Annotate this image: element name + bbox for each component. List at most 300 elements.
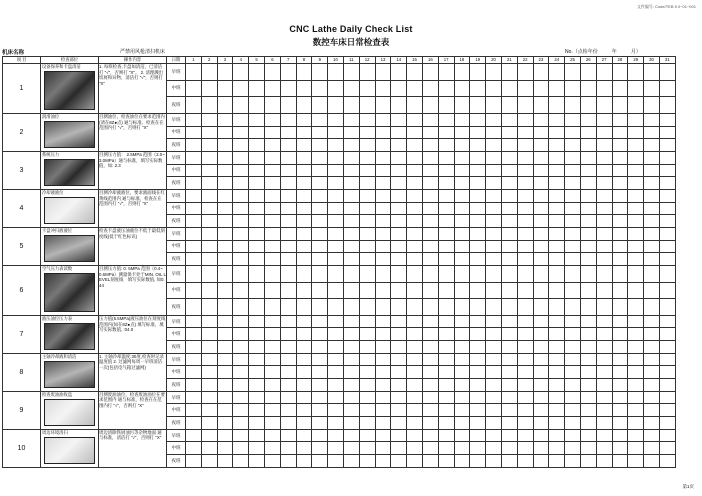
check-cell[interactable]	[296, 164, 312, 177]
check-cell[interactable]	[628, 379, 644, 392]
check-cell[interactable]	[501, 215, 517, 228]
check-cell[interactable]	[422, 379, 438, 392]
check-cell[interactable]	[454, 164, 470, 177]
check-cell[interactable]	[438, 177, 454, 190]
check-cell[interactable]	[312, 265, 328, 282]
check-cell[interactable]	[470, 177, 486, 190]
check-cell[interactable]	[343, 215, 359, 228]
check-cell[interactable]	[217, 97, 233, 114]
check-cell[interactable]	[628, 315, 644, 328]
check-cell[interactable]	[438, 151, 454, 164]
check-cell[interactable]	[549, 151, 565, 164]
check-cell[interactable]	[596, 265, 612, 282]
check-cell[interactable]	[517, 379, 533, 392]
check-cell[interactable]	[249, 227, 265, 240]
check-cell[interactable]	[343, 404, 359, 417]
check-cell[interactable]	[375, 189, 391, 202]
check-cell[interactable]	[644, 113, 660, 126]
check-cell[interactable]	[612, 189, 628, 202]
check-cell[interactable]	[233, 126, 249, 139]
check-cell[interactable]	[470, 80, 486, 97]
check-cell[interactable]	[264, 417, 280, 430]
check-cell[interactable]	[343, 429, 359, 442]
check-cell[interactable]	[296, 341, 312, 354]
check-cell[interactable]	[280, 240, 296, 253]
check-cell[interactable]	[501, 455, 517, 468]
check-cell[interactable]	[312, 113, 328, 126]
check-cell[interactable]	[233, 404, 249, 417]
check-cell[interactable]	[201, 429, 217, 442]
check-cell[interactable]	[501, 189, 517, 202]
check-cell[interactable]	[328, 164, 344, 177]
check-cell[interactable]	[454, 240, 470, 253]
check-cell[interactable]	[296, 64, 312, 81]
check-cell[interactable]	[249, 113, 265, 126]
check-cell[interactable]	[565, 97, 581, 114]
check-cell[interactable]	[296, 151, 312, 164]
check-cell[interactable]	[312, 328, 328, 341]
check-cell[interactable]	[533, 282, 549, 299]
check-cell[interactable]	[407, 80, 423, 97]
check-cell[interactable]	[580, 253, 596, 266]
check-cell[interactable]	[186, 177, 202, 190]
check-cell[interactable]	[312, 97, 328, 114]
check-cell[interactable]	[501, 151, 517, 164]
check-cell[interactable]	[186, 282, 202, 299]
check-cell[interactable]	[375, 240, 391, 253]
check-cell[interactable]	[501, 299, 517, 316]
check-cell[interactable]	[517, 253, 533, 266]
check-cell[interactable]	[249, 328, 265, 341]
check-cell[interactable]	[612, 126, 628, 139]
check-cell[interactable]	[328, 189, 344, 202]
check-cell[interactable]	[644, 240, 660, 253]
check-cell[interactable]	[596, 64, 612, 81]
check-cell[interactable]	[628, 164, 644, 177]
check-cell[interactable]	[454, 429, 470, 442]
check-cell[interactable]	[517, 299, 533, 316]
check-cell[interactable]	[280, 202, 296, 215]
check-cell[interactable]	[312, 253, 328, 266]
check-cell[interactable]	[533, 353, 549, 366]
check-cell[interactable]	[201, 126, 217, 139]
check-cell[interactable]	[644, 139, 660, 152]
check-cell[interactable]	[233, 164, 249, 177]
check-cell[interactable]	[596, 299, 612, 316]
check-cell[interactable]	[486, 353, 502, 366]
check-cell[interactable]	[533, 442, 549, 455]
check-cell[interactable]	[312, 240, 328, 253]
check-cell[interactable]	[280, 366, 296, 379]
check-cell[interactable]	[470, 341, 486, 354]
check-cell[interactable]	[438, 139, 454, 152]
check-cell[interactable]	[470, 315, 486, 328]
check-cell[interactable]	[280, 189, 296, 202]
check-cell[interactable]	[517, 442, 533, 455]
check-cell[interactable]	[517, 417, 533, 430]
check-cell[interactable]	[580, 80, 596, 97]
check-cell[interactable]	[565, 455, 581, 468]
check-cell[interactable]	[486, 64, 502, 81]
check-cell[interactable]	[186, 417, 202, 430]
check-cell[interactable]	[375, 366, 391, 379]
check-cell[interactable]	[422, 177, 438, 190]
check-cell[interactable]	[454, 265, 470, 282]
check-cell[interactable]	[217, 315, 233, 328]
check-cell[interactable]	[596, 126, 612, 139]
check-cell[interactable]	[596, 189, 612, 202]
check-cell[interactable]	[628, 391, 644, 404]
check-cell[interactable]	[612, 391, 628, 404]
check-cell[interactable]	[580, 227, 596, 240]
check-cell[interactable]	[596, 164, 612, 177]
check-cell[interactable]	[280, 391, 296, 404]
check-cell[interactable]	[296, 139, 312, 152]
check-cell[interactable]	[533, 366, 549, 379]
check-cell[interactable]	[628, 282, 644, 299]
check-cell[interactable]	[407, 177, 423, 190]
check-cell[interactable]	[501, 265, 517, 282]
check-cell[interactable]	[328, 215, 344, 228]
check-cell[interactable]	[249, 391, 265, 404]
check-cell[interactable]	[186, 164, 202, 177]
check-cell[interactable]	[470, 202, 486, 215]
check-cell[interactable]	[549, 417, 565, 430]
check-cell[interactable]	[628, 227, 644, 240]
check-cell[interactable]	[517, 97, 533, 114]
check-cell[interactable]	[201, 253, 217, 266]
check-cell[interactable]	[249, 64, 265, 81]
check-cell[interactable]	[249, 429, 265, 442]
check-cell[interactable]	[422, 366, 438, 379]
check-cell[interactable]	[343, 240, 359, 253]
check-cell[interactable]	[486, 151, 502, 164]
check-cell[interactable]	[264, 240, 280, 253]
check-cell[interactable]	[328, 97, 344, 114]
check-cell[interactable]	[343, 315, 359, 328]
check-cell[interactable]	[628, 265, 644, 282]
check-cell[interactable]	[501, 404, 517, 417]
check-cell[interactable]	[391, 429, 407, 442]
check-cell[interactable]	[533, 164, 549, 177]
check-cell[interactable]	[438, 442, 454, 455]
check-cell[interactable]	[549, 177, 565, 190]
check-cell[interactable]	[217, 227, 233, 240]
check-cell[interactable]	[296, 282, 312, 299]
check-cell[interactable]	[249, 202, 265, 215]
check-cell[interactable]	[328, 80, 344, 97]
check-cell[interactable]	[644, 417, 660, 430]
check-cell[interactable]	[249, 315, 265, 328]
check-cell[interactable]	[580, 299, 596, 316]
check-cell[interactable]	[612, 455, 628, 468]
check-cell[interactable]	[612, 164, 628, 177]
check-cell[interactable]	[391, 282, 407, 299]
check-cell[interactable]	[549, 282, 565, 299]
check-cell[interactable]	[407, 151, 423, 164]
check-cell[interactable]	[580, 177, 596, 190]
check-cell[interactable]	[201, 379, 217, 392]
check-cell[interactable]	[264, 215, 280, 228]
check-cell[interactable]	[312, 151, 328, 164]
check-cell[interactable]	[612, 353, 628, 366]
check-cell[interactable]	[533, 315, 549, 328]
check-cell[interactable]	[422, 64, 438, 81]
check-cell[interactable]	[264, 282, 280, 299]
check-cell[interactable]	[644, 97, 660, 114]
check-cell[interactable]	[359, 126, 375, 139]
check-cell[interactable]	[549, 442, 565, 455]
check-cell[interactable]	[470, 379, 486, 392]
check-cell[interactable]	[501, 64, 517, 81]
check-cell[interactable]	[296, 253, 312, 266]
check-cell[interactable]	[280, 429, 296, 442]
check-cell[interactable]	[264, 202, 280, 215]
check-cell[interactable]	[533, 139, 549, 152]
check-cell[interactable]	[612, 429, 628, 442]
check-cell[interactable]	[612, 240, 628, 253]
check-cell[interactable]	[659, 328, 675, 341]
check-cell[interactable]	[565, 315, 581, 328]
check-cell[interactable]	[612, 151, 628, 164]
check-cell[interactable]	[612, 299, 628, 316]
check-cell[interactable]	[454, 404, 470, 417]
check-cell[interactable]	[549, 429, 565, 442]
check-cell[interactable]	[186, 429, 202, 442]
check-cell[interactable]	[517, 189, 533, 202]
check-cell[interactable]	[186, 341, 202, 354]
check-cell[interactable]	[186, 113, 202, 126]
check-cell[interactable]	[486, 202, 502, 215]
check-cell[interactable]	[264, 80, 280, 97]
check-cell[interactable]	[565, 113, 581, 126]
check-cell[interactable]	[580, 215, 596, 228]
check-cell[interactable]	[343, 189, 359, 202]
check-cell[interactable]	[422, 126, 438, 139]
check-cell[interactable]	[470, 404, 486, 417]
check-cell[interactable]	[375, 404, 391, 417]
check-cell[interactable]	[186, 379, 202, 392]
check-cell[interactable]	[296, 189, 312, 202]
check-cell[interactable]	[470, 139, 486, 152]
check-cell[interactable]	[596, 177, 612, 190]
check-cell[interactable]	[375, 417, 391, 430]
check-cell[interactable]	[533, 151, 549, 164]
check-cell[interactable]	[217, 151, 233, 164]
check-cell[interactable]	[249, 299, 265, 316]
check-cell[interactable]	[533, 455, 549, 468]
check-cell[interactable]	[217, 240, 233, 253]
check-cell[interactable]	[264, 429, 280, 442]
check-cell[interactable]	[438, 80, 454, 97]
check-cell[interactable]	[644, 202, 660, 215]
check-cell[interactable]	[343, 455, 359, 468]
check-cell[interactable]	[438, 417, 454, 430]
check-cell[interactable]	[280, 265, 296, 282]
check-cell[interactable]	[186, 227, 202, 240]
check-cell[interactable]	[233, 215, 249, 228]
check-cell[interactable]	[186, 126, 202, 139]
check-cell[interactable]	[359, 328, 375, 341]
check-cell[interactable]	[201, 202, 217, 215]
check-cell[interactable]	[580, 240, 596, 253]
check-cell[interactable]	[470, 151, 486, 164]
check-cell[interactable]	[580, 455, 596, 468]
check-cell[interactable]	[343, 379, 359, 392]
check-cell[interactable]	[628, 113, 644, 126]
check-cell[interactable]	[186, 265, 202, 282]
check-cell[interactable]	[454, 391, 470, 404]
check-cell[interactable]	[438, 113, 454, 126]
check-cell[interactable]	[359, 177, 375, 190]
check-cell[interactable]	[186, 328, 202, 341]
check-cell[interactable]	[628, 126, 644, 139]
check-cell[interactable]	[549, 97, 565, 114]
check-cell[interactable]	[549, 240, 565, 253]
check-cell[interactable]	[201, 215, 217, 228]
check-cell[interactable]	[580, 64, 596, 81]
check-cell[interactable]	[328, 353, 344, 366]
check-cell[interactable]	[249, 379, 265, 392]
check-cell[interactable]	[580, 417, 596, 430]
check-cell[interactable]	[549, 404, 565, 417]
check-cell[interactable]	[454, 113, 470, 126]
check-cell[interactable]	[565, 189, 581, 202]
check-cell[interactable]	[659, 417, 675, 430]
check-cell[interactable]	[501, 366, 517, 379]
check-cell[interactable]	[249, 341, 265, 354]
check-cell[interactable]	[186, 455, 202, 468]
check-cell[interactable]	[359, 353, 375, 366]
check-cell[interactable]	[328, 139, 344, 152]
check-cell[interactable]	[659, 80, 675, 97]
check-cell[interactable]	[233, 442, 249, 455]
check-cell[interactable]	[422, 80, 438, 97]
check-cell[interactable]	[217, 80, 233, 97]
check-cell[interactable]	[501, 429, 517, 442]
check-cell[interactable]	[438, 455, 454, 468]
check-cell[interactable]	[343, 253, 359, 266]
check-cell[interactable]	[280, 164, 296, 177]
check-cell[interactable]	[391, 253, 407, 266]
check-cell[interactable]	[375, 177, 391, 190]
check-cell[interactable]	[517, 240, 533, 253]
check-cell[interactable]	[312, 177, 328, 190]
check-cell[interactable]	[217, 164, 233, 177]
check-cell[interactable]	[517, 126, 533, 139]
check-cell[interactable]	[628, 202, 644, 215]
check-cell[interactable]	[233, 151, 249, 164]
check-cell[interactable]	[280, 282, 296, 299]
check-cell[interactable]	[407, 328, 423, 341]
check-cell[interactable]	[422, 215, 438, 228]
check-cell[interactable]	[280, 442, 296, 455]
check-cell[interactable]	[186, 64, 202, 81]
check-cell[interactable]	[186, 299, 202, 316]
check-cell[interactable]	[596, 353, 612, 366]
check-cell[interactable]	[517, 177, 533, 190]
check-cell[interactable]	[201, 80, 217, 97]
check-cell[interactable]	[375, 64, 391, 81]
check-cell[interactable]	[280, 455, 296, 468]
check-cell[interactable]	[644, 299, 660, 316]
check-cell[interactable]	[280, 299, 296, 316]
check-cell[interactable]	[233, 379, 249, 392]
check-cell[interactable]	[580, 315, 596, 328]
check-cell[interactable]	[233, 189, 249, 202]
check-cell[interactable]	[549, 80, 565, 97]
check-cell[interactable]	[186, 151, 202, 164]
check-cell[interactable]	[628, 240, 644, 253]
check-cell[interactable]	[470, 442, 486, 455]
check-cell[interactable]	[659, 189, 675, 202]
check-cell[interactable]	[612, 417, 628, 430]
check-cell[interactable]	[328, 341, 344, 354]
check-cell[interactable]	[454, 417, 470, 430]
check-cell[interactable]	[501, 80, 517, 97]
check-cell[interactable]	[343, 366, 359, 379]
check-cell[interactable]	[280, 253, 296, 266]
check-cell[interactable]	[549, 64, 565, 81]
check-cell[interactable]	[501, 442, 517, 455]
check-cell[interactable]	[233, 315, 249, 328]
check-cell[interactable]	[533, 328, 549, 341]
check-cell[interactable]	[596, 379, 612, 392]
check-cell[interactable]	[565, 417, 581, 430]
check-cell[interactable]	[644, 366, 660, 379]
check-cell[interactable]	[375, 315, 391, 328]
check-cell[interactable]	[217, 189, 233, 202]
check-cell[interactable]	[596, 227, 612, 240]
check-cell[interactable]	[312, 64, 328, 81]
check-cell[interactable]	[407, 404, 423, 417]
check-cell[interactable]	[343, 164, 359, 177]
check-cell[interactable]	[359, 189, 375, 202]
check-cell[interactable]	[375, 265, 391, 282]
check-cell[interactable]	[328, 126, 344, 139]
check-cell[interactable]	[454, 253, 470, 266]
check-cell[interactable]	[375, 282, 391, 299]
check-cell[interactable]	[217, 379, 233, 392]
check-cell[interactable]	[375, 455, 391, 468]
check-cell[interactable]	[454, 126, 470, 139]
check-cell[interactable]	[659, 177, 675, 190]
check-cell[interactable]	[486, 442, 502, 455]
check-cell[interactable]	[612, 282, 628, 299]
check-cell[interactable]	[249, 282, 265, 299]
check-cell[interactable]	[486, 177, 502, 190]
check-cell[interactable]	[486, 379, 502, 392]
check-cell[interactable]	[328, 240, 344, 253]
check-cell[interactable]	[217, 282, 233, 299]
check-cell[interactable]	[264, 455, 280, 468]
check-cell[interactable]	[264, 404, 280, 417]
check-cell[interactable]	[343, 64, 359, 81]
check-cell[interactable]	[501, 379, 517, 392]
check-cell[interactable]	[217, 126, 233, 139]
check-cell[interactable]	[407, 455, 423, 468]
check-cell[interactable]	[470, 64, 486, 81]
check-cell[interactable]	[549, 139, 565, 152]
check-cell[interactable]	[565, 151, 581, 164]
check-cell[interactable]	[328, 227, 344, 240]
check-cell[interactable]	[612, 366, 628, 379]
check-cell[interactable]	[343, 353, 359, 366]
check-cell[interactable]	[201, 442, 217, 455]
check-cell[interactable]	[296, 328, 312, 341]
check-cell[interactable]	[375, 151, 391, 164]
check-cell[interactable]	[596, 455, 612, 468]
